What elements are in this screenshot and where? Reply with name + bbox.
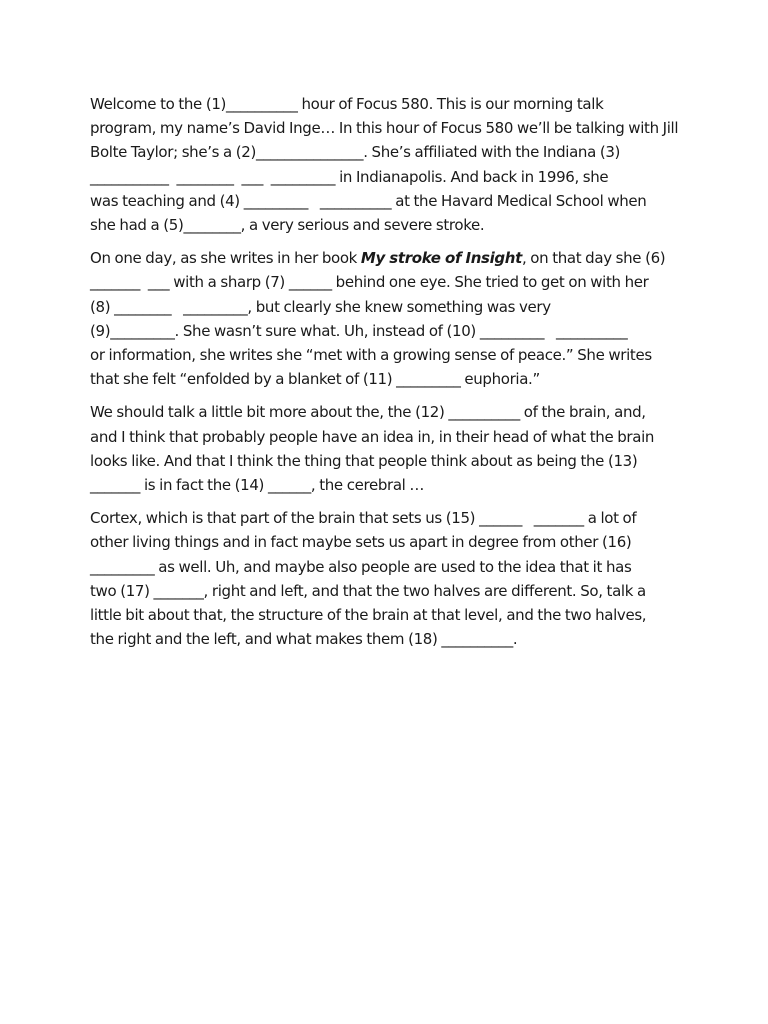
text-line: little bit about that, the structure of the brain at that level, and the two halves, <box>90 606 647 625</box>
text-line: ___________ ________ ___ _________ in Indianapolis. And back in 1996, she <box>90 167 609 186</box>
text-line: two (17) _______, right and left, and that the two halves are different. So, talk a <box>90 581 646 600</box>
text-segment: On one day, as she writes in her book <box>90 249 361 268</box>
text-line <box>90 246 680 270</box>
paragraph-3 <box>90 400 680 497</box>
text-line: that she felt “enfolded by a blanket of (11) _________ euphoria.” <box>90 370 540 389</box>
text-line: _________ as well. Uh, and maybe also people are used to the idea that it has <box>90 557 632 576</box>
text-line: or information, she writes she “met with a growing sense of peace.” She writes <box>90 346 652 365</box>
worksheet-text <box>90 92 680 660</box>
text-line: _______ is in fact the (14) ______, the cerebral … <box>90 476 425 495</box>
paragraph-4 <box>90 506 680 651</box>
text-line: program, my name’s David Inge… In this hour of Focus 580 we’ll be talking with Jill <box>90 119 679 138</box>
text-line: Bolte Taylor; she’s a (2)_______________. She’s affiliated with the Indiana (3) <box>90 143 621 162</box>
text-line: Welcome to the (1)__________ hour of Focus 580. This is our morning talk <box>90 95 604 113</box>
text-line: (9)_________. She wasn’t sure what. Uh, instead of (10) _________ __________ <box>90 321 628 340</box>
text-line: We should talk a little bit more about the, the (12) __________ of the brain, and, <box>90 403 646 422</box>
text-line: _______ ___ with a sharp (7) ______ behind one eye. She tried to get on with her <box>90 273 649 292</box>
text-line: looks like. And that I think the thing that people think about as being the (13) <box>90 451 638 470</box>
text-segment: , on that day she (6) <box>521 249 666 268</box>
text-line: the right and the left, and what makes them (18) __________. <box>90 630 518 649</box>
text-line: other living things and in fact maybe sets us apart in degree from other (16) <box>90 533 632 552</box>
text-line: (8) ________ _________, but clearly she knew something was very <box>90 297 551 316</box>
paragraph-1 <box>90 92 680 237</box>
paragraph-2 <box>90 246 680 391</box>
text-line: was teaching and (4) _________ __________ at the Havard Medical School when <box>90 191 647 210</box>
text-line: she had a (5)________, a very serious and severe stroke. <box>90 216 485 235</box>
text-line: Cortex, which is that part of the brain that sets us (15) ______ _______ a lot of <box>90 509 637 528</box>
text-line: and I think that probably people have an idea in, in their head of what the brain <box>90 427 655 446</box>
book-title: My stroke of Insight <box>360 249 522 268</box>
